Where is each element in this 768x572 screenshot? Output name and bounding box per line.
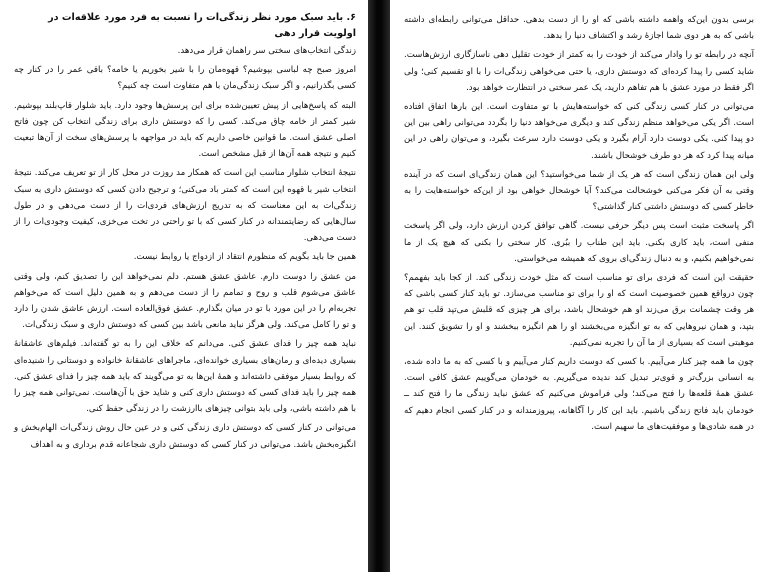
paragraph: البته که پاسخ‌هایی از پیش تعیین‌شده برای این پرسش‌ها وجود دارد. باید شلوار قاپ‌بلند بپوشیم. شیر کمتر از خامه چاق می‌کند. کسی را که دوستش داری برای زندگی انتخاب کن چون فاتح اصلی عشق است. ما قوانین خاصی داریم که باید در مواجهه با پرسش‌های سخت از آن‌ها تبعیت کنیم و نتیجه همه آن‌ها از قبل مشخص است. [14,100,356,160]
right-page-body [404,12,754,435]
paragraph: ولی این همان زندگی است که هر یک از شما می‌خواستید؟ این همان زندگی‌ای است که در آینده وقتی به آن فکر می‌کنی خوشحالت می‌کند؟ آیا خوشحال خواهی بود از این‌که خواسته‌هایت را به خاطر کسی که دوستش داشتی کنار گذاشتی؟ [404,169,754,213]
paragraph: نتیجهٔ انتخاب شلوار مناسب این است که همکار مد روزت در محل کار از تو تعریف می‌کند. نتیجهٔ انتخاب شیر با قهوه این است که کمتر باد می‌کنی؛ و ترجیح دادن کسی که دوستش داری به سبک زندگی‌ات به این معناست که به تدریج ارزش‌های فردی‌ات را از دست می‌دهی و در طول سال‌هایی که رضایتمندانه در کنار کسی که با تو راحتی در تخت می‌خزی، کیفیت وجودی‌ات را از دست می‌دهی. [14,168,356,244]
paragraph: می‌توانی در کنار کسی که دوستش داری زندگی کنی و در عین حال روش زندگی‌ات الهام‌بخش و انگیزه‌بخش باشد. می‌توانی در کنار کسی که دوستش داری شجاعانه قدم برداری و به اهداف [14,423,356,450]
paragraph: چون ما همه چیز کنار می‌آییم. با کسی که دوست داریم کنار می‌آییم و با کسی که به ما داده شده، به انسانی بزرگ‌تر و قوی‌تر تبدیل کند ندیده می‌گیریم. به خودمان می‌گوییم عشق کافی است. عشق همهٔ قلعه‌ها را فتح می‌کند؛ ولی فراموش می‌کنیم که عشق نباید زندگی ما را فتح کند ــ خودمان باید فاتح زندگی باشیم. باید این کار را آگاهانه، پیروزمندانه و در کنار کسی انجام دهیم که در همه شادی‌ها و موفقیت‌های ما سهیم است. [404,357,754,432]
section-heading: ۶. باید سبک مورد نظر زندگی‌ات را نسبت به فرد مورد علاقه‌ات در اولویت قرار دهی [48,12,356,39]
paragraph: برسی بدون این‌که واهمه داشته باشی که او را از دست بدهی. حداقل می‌توانی رابطه‌ای داشته باشی که به هر دوی شما اجازهٔ رشد و اکتشاف دنیا را بدهد. [404,15,754,42]
paragraph: می‌توانی در کنار کسی زندگی کنی که خواسته‌هایش با تو متفاوت است. این بارها اتفاق افتاده است. اگر یکی می‌خواهد منظم زندگی کند و دیگری می‌خواهد دنیا را بگردد می‌توانی راهی بین این دو پیدا کنی. یکی دوست دارد آرام بگیرد و یکی دوست دارد سرعت بگیرد، و می‌توان راهی در این میانه پیدا کرد که هر دو طرف خوشحال باشند. [404,102,754,161]
left-page [0,0,368,572]
paragraph: اگر پاسخت مثبت است پس دیگر حرفی نیست. گاهی توافق کردن ارزش دارد، ولی اگر پاسخت منفی است، باید کاری بکنی. باید این طناب را ببُری. کار سختی را بکنی که هیچ یک از ما نمی‌خواهیم بکنیم، و به دنبال زندگی‌ای بروی که همیشه می‌خواستی. [404,221,754,264]
paragraph: زندگی انتخاب‌های سختی سر راهمان قرار می‌دهد. [177,46,356,56]
paragraph: نباید همه چیز را فدای عشق کنی. می‌دانم که خلاف این را به تو گفته‌اند. فیلم‌های عاشقانهٔ بسیاری دیده‌ای و رمان‌های بسیاری خوانده‌ای، ماجراهای عاشقانهٔ خانواده و دوستانی را شنیده‌ای که روابط بسیار موفقی داشته‌اند و همهٔ این‌ها به تو می‌گویند که باید همه چیز را فدای عشق کنی. همه چیز را باید فدای کسی که دوستش داری کنی و شاید حق با آن‌هاست. نمی‌توانی همه چیز را با هم داشته باشی، ولی باید بتوانی چیزهای باارزشت را در زندگی حفظ کنی. [14,339,356,415]
paragraph: حقیقت این است که فردی برای تو مناسب است که مثل خودت زندگی کند. از کجا باید بفهمم؟ چون درواقع همین خصوصیت است که او را برای تو مناسب می‌سازد. تو باید کنار کسی باشی که هر وقت چشمانت برق می‌زند او هم خوشحال باشد، برای هر چیزی که قلبش می‌تپد قلب تو هم بتپد، و همان نیروهایی که به تو انگیزه می‌بخشند او را هم انگیزه ببخشند و او را تشویق کنند. این موهبتی است که بسیاری از ما آن را تجربه نمی‌کنیم. [404,273,754,348]
paragraph: امروز صبح چه لباسی بپوشیم؟ قهوه‌مان را با شیر بخوریم یا خامه؟ باقی عمر را در کنار چه کسی بگذرانیم، و اگر سبک زندگی‌مان با هم متفاوت است چه کنیم؟ [14,65,356,92]
paragraph: من عشق را دوست دارم. عاشق عشق هستم. دلم نمی‌خواهد این را تصدیق کنم، ولی وقتی عاشق می‌شوم قلب و روح و تمامم را از دست می‌دهم و به همین دلیل است که می‌خواهم تجربه‌ام را در این مورد با تو در میان بگذارم. عشق فوق‌العاده است. ارزش عاشق شدن را دارد و تو را کامل می‌کند. ولی هرگز نباید مانعی باشد بین کسی که دوستش داری و سبک زندگی‌ات. [14,271,356,331]
right-page [390,0,768,572]
paragraph: همین جا باید بگویم که منظورم انتقاد از ازدواج یا روابط نیست. [133,252,356,263]
left-page-body [14,43,356,453]
book-spine [368,0,390,572]
paragraph: آنچه در رابطه تو را وادار می‌کند از خودت را به کمتر از خودت تقلیل دهی ناسازگاری ارزش‌هاست. شاید کسی را پیدا کرده‌ای که دوستش داری، یا حتی می‌خواهی زندگی‌ات را با او تقسیم کنی؛ ولی اگر فقط در مورد عشق با هم تفاهم دارید، یک عمر سختی در انتظارت خواهد بود. [404,50,754,93]
